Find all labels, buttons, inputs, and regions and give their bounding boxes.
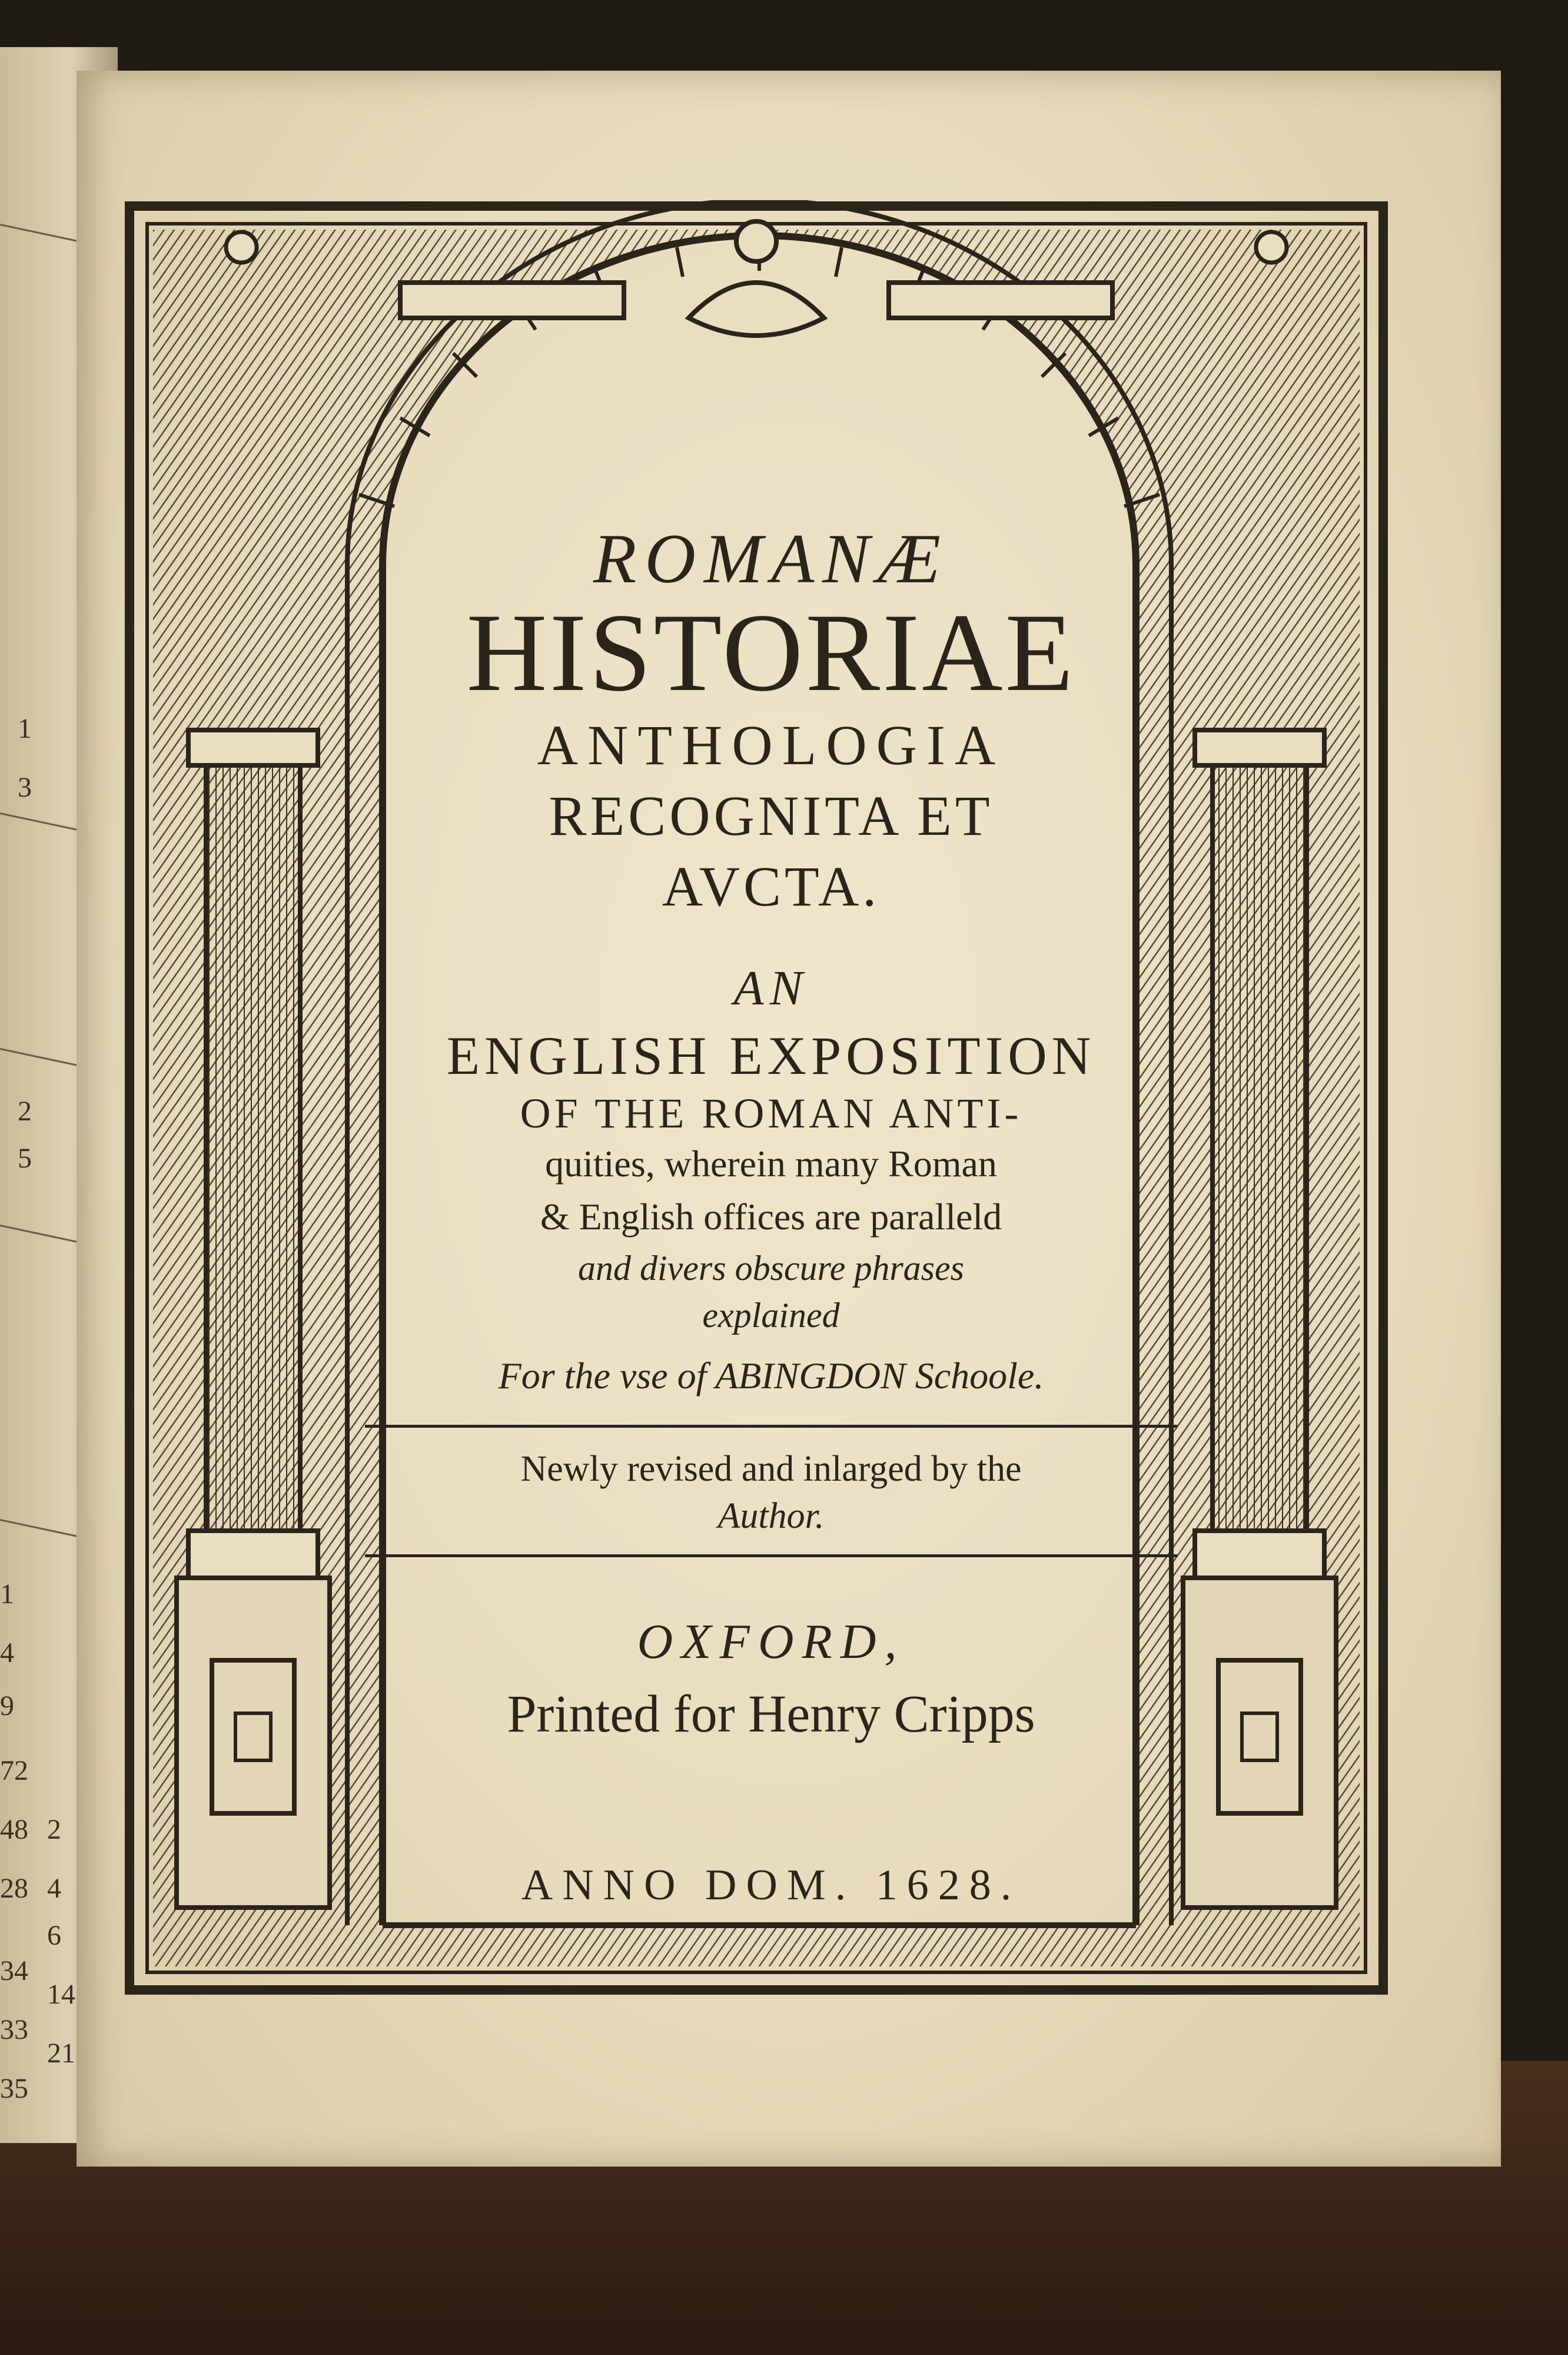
margin-number: 48 — [0, 1814, 28, 1845]
title-line-historiae: HISTORIAE — [466, 591, 1076, 715]
margin-number: 1 — [18, 713, 32, 744]
edition-author-line: Author. — [717, 1496, 825, 1536]
margin-number: 6 — [47, 1920, 61, 1951]
subtitle-line-english-exposition: ENGLISH EXPOSITION — [446, 1026, 1096, 1086]
imprint-printer: Printed for Henry Cripps — [507, 1685, 1035, 1743]
margin-number: 2 — [18, 1096, 32, 1127]
margin-number: 4 — [0, 1637, 14, 1669]
margin-number: 14 — [47, 1979, 75, 2010]
imprint-date: ANNO DOM. 1628. — [521, 1861, 1021, 1909]
margin-number: 35 — [0, 2073, 28, 2104]
edition-line: Newly revised and inlarged by the — [520, 1449, 1022, 1489]
dedication-line: For the vse of ABINGDON Schoole. — [498, 1355, 1044, 1397]
subtitle-line-offices: & English offices are paralleld — [540, 1196, 1002, 1238]
subtitle-line-roman-anti: OF THE ROMAN ANTI- — [520, 1090, 1022, 1137]
title-line-romanae: ROMANÆ — [593, 519, 949, 598]
margin-number: 33 — [0, 2014, 28, 2045]
subtitle-line-explained: explained — [702, 1296, 840, 1335]
margin-number: 72 — [0, 1755, 28, 1786]
subtitle-line-an: AN — [733, 961, 809, 1016]
title-text-block — [383, 459, 1160, 1908]
margin-number: 4 — [47, 1873, 61, 1904]
margin-number: 2 — [47, 1814, 61, 1845]
margin-number: 9 — [0, 1690, 14, 1722]
subtitle-line-phrases: and divers obscure phrases — [577, 1249, 965, 1288]
title-line-recognita: RECOGNITA ET — [549, 784, 994, 847]
margin-number: 1 — [0, 1578, 14, 1610]
margin-number: 5 — [18, 1143, 32, 1174]
imprint-place: OXFORD, — [637, 1614, 905, 1669]
subtitle-line-quities: quities, wherein many Roman — [545, 1143, 997, 1185]
margin-number: 21 — [47, 2038, 75, 2069]
divider-rule — [365, 1554, 1177, 1557]
margin-number: 28 — [0, 1873, 28, 1904]
title-line-aucta: AVCTA. — [662, 855, 881, 918]
margin-number: 3 — [18, 772, 32, 803]
title-line-anthologia: ANTHOLOGIA — [537, 714, 1005, 777]
divider-rule — [365, 1425, 1177, 1428]
margin-number: 34 — [0, 1955, 28, 1986]
